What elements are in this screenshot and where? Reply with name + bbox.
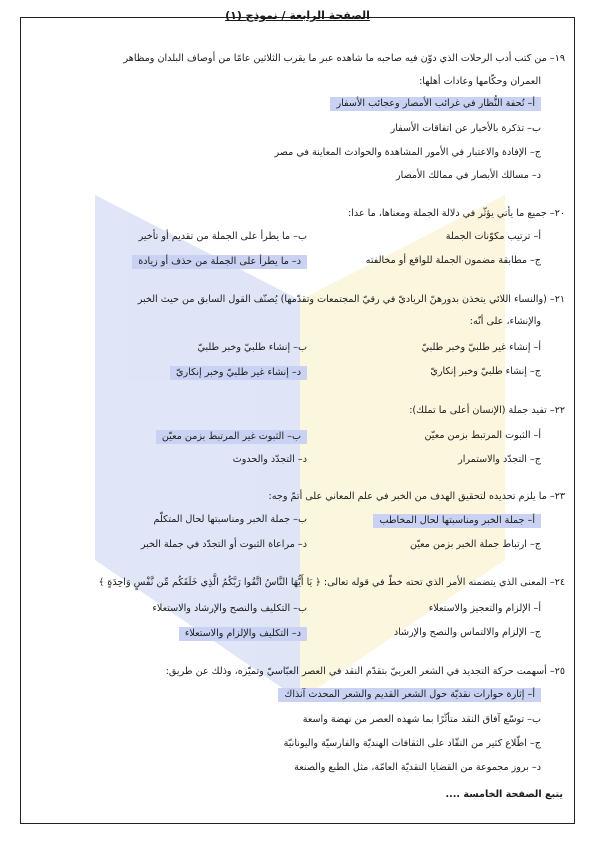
question-21-option-a[interactable]: أ– إنشاء غير طلبيّ وخبر طلبيّ: [421, 342, 541, 353]
question-20-option-b[interactable]: ب– ما يطرأ على الجملة من تقديم أو تأخير: [138, 231, 307, 242]
question-25-option-d[interactable]: د– بروز مجموعة من القضايا النقديّة العامّة، مثل الطبع والصنعة: [294, 762, 541, 773]
question-19-option-a[interactable]: أ– تُحفة النُّظار في غرائب الأمصار وعجائب الأسفار: [330, 97, 541, 111]
question-24-option-c[interactable]: ج– الإلزام والالتماس والنصح والإرشاد: [393, 627, 541, 638]
question-24-option-d[interactable]: د– التكليف والإلزام والاستعلاء: [179, 627, 307, 641]
page-frame: [20, 17, 575, 824]
question-21-option-c[interactable]: ج– إنشاء طلبيّ وخبر إنكاريّ: [430, 366, 541, 377]
footer-continue-note: يتبع الصفحة الخامسة ....: [445, 789, 563, 800]
question-20-option-d[interactable]: د– ما يطرأ على الجملة من حذف أو زيادة: [132, 255, 307, 269]
page-title: الصفحة الرابعة / نموذج (١): [225, 9, 370, 22]
question-19-stem: ١٩– من كتب أدب الرحلات الذي دوّن فيه صاحبه ما شاهده عبر ما يقرب الثلاثين عامًا من أوصاف البلدان ومظاهر: [123, 53, 565, 64]
question-20-option-c[interactable]: ج– مطابقة مضمون الجملة للواقع أو مخالفته: [365, 255, 541, 266]
question-23-option-c[interactable]: ج– ارتباط جملة الخبر بزمن معيّن: [409, 539, 541, 550]
question-19-stem-line2: العمران وحكّامها وعادات أهلها:: [419, 76, 541, 87]
question-22-option-b[interactable]: ب– الثبوت غير المرتبط بزمن معيّن: [156, 430, 307, 444]
question-21-option-d[interactable]: د– إنشاء غير طلبيّ وخبر إنكاريّ: [170, 366, 307, 380]
question-22-option-d[interactable]: د– التجدّد والحدوث: [232, 454, 307, 465]
question-19-option-b[interactable]: ب– تذكرة بالأخبار عن اتفاقات الأسفار: [390, 123, 541, 134]
question-25-option-c[interactable]: ج– اطّلاع كثير من النقّاد على الثقافات الهنديّة والفارسيّة واليونانيّة: [283, 738, 541, 749]
question-21-stem-line2: والإنشاء، على أنّه:: [469, 316, 541, 327]
question-25-option-b[interactable]: ب– توسّع آفاق النقد متأثّرًا بما شهده العصر من نهضة واسعة: [302, 714, 541, 725]
question-22-option-c[interactable]: ج– التجدّد والاستمرار: [458, 454, 541, 465]
question-24-option-b[interactable]: ب– التكليف والنصح والإرشاد والاستعلاء: [152, 603, 307, 614]
question-23-option-a[interactable]: أ– جملة الخبر ومناسبتها لحال المخاطب: [373, 514, 541, 528]
question-23-option-b[interactable]: ب– جملة الخبر ومناسبتها لحال المتكلّم: [153, 514, 307, 525]
question-24-stem: ٢٤– المعنى الذي يتضمنه الأمر الذي تحته خطّ في قوله تعالى: ﴿ يَا أَيُّهَا النَّاسُ اتَّقُوا رَبَّكُمُ الَّذِي خَلَقَكُم مِّن نَّفْسٍ وَاحِدَةٍ ﴾: [98, 577, 565, 588]
question-25-option-a[interactable]: أ– إثارة حوارات نقديّة حول الشعر القديم والشعر المحدث آنذاك: [278, 688, 541, 702]
question-20-stem: ٢٠– جميع ما يأتي يؤثّر في دلالة الجملة ومعناها، ما عدا:: [347, 208, 565, 219]
question-19-option-c[interactable]: ج– الإفادة والاعتبار في الأمور المشاهدة والحوادث المعاينة في مصر: [274, 147, 541, 158]
question-23-option-d[interactable]: د– مراعاة الثبوت أو التجدّد في جملة الخبر: [140, 539, 307, 550]
question-20-option-a[interactable]: أ– ترتيب مكوّنات الجملة: [445, 231, 541, 242]
question-21-option-b[interactable]: ب– إنشاء طلبيّ وخبر طلبيّ: [197, 342, 307, 353]
question-22-stem: ٢٢– تفيد جملة (الإنسان أعلى ما تملك):: [409, 405, 565, 416]
question-24-option-a[interactable]: أ– الإلزام والتعجيز والاستعلاء: [428, 603, 541, 614]
question-19-option-d[interactable]: د– مسالك الأبصار في ممالك الأمصار: [396, 170, 541, 181]
question-23-stem: ٢٣– ما يلزم تحديده لتحقيق الهدف من الخبر في علم المعاني على أتمّ وجه:: [268, 491, 565, 502]
question-25-stem: ٢٥– أسهمت حركة التجديد في الشعر العربيّ بتقدّم النقد في العصر العبّاسيّ وتميّزه، وذلك عن طريق:: [165, 666, 565, 677]
question-21-stem: ٢١– (والنساء اللائي يتخذن بدورهنّ الرياديّ في رقيّ المجتمعات وتقدّمها) يُصنّف القول السابق من حيث الخبر: [137, 294, 565, 305]
question-22-option-a[interactable]: أ– الثبوت المرتبط بزمن معيّن: [424, 430, 541, 441]
